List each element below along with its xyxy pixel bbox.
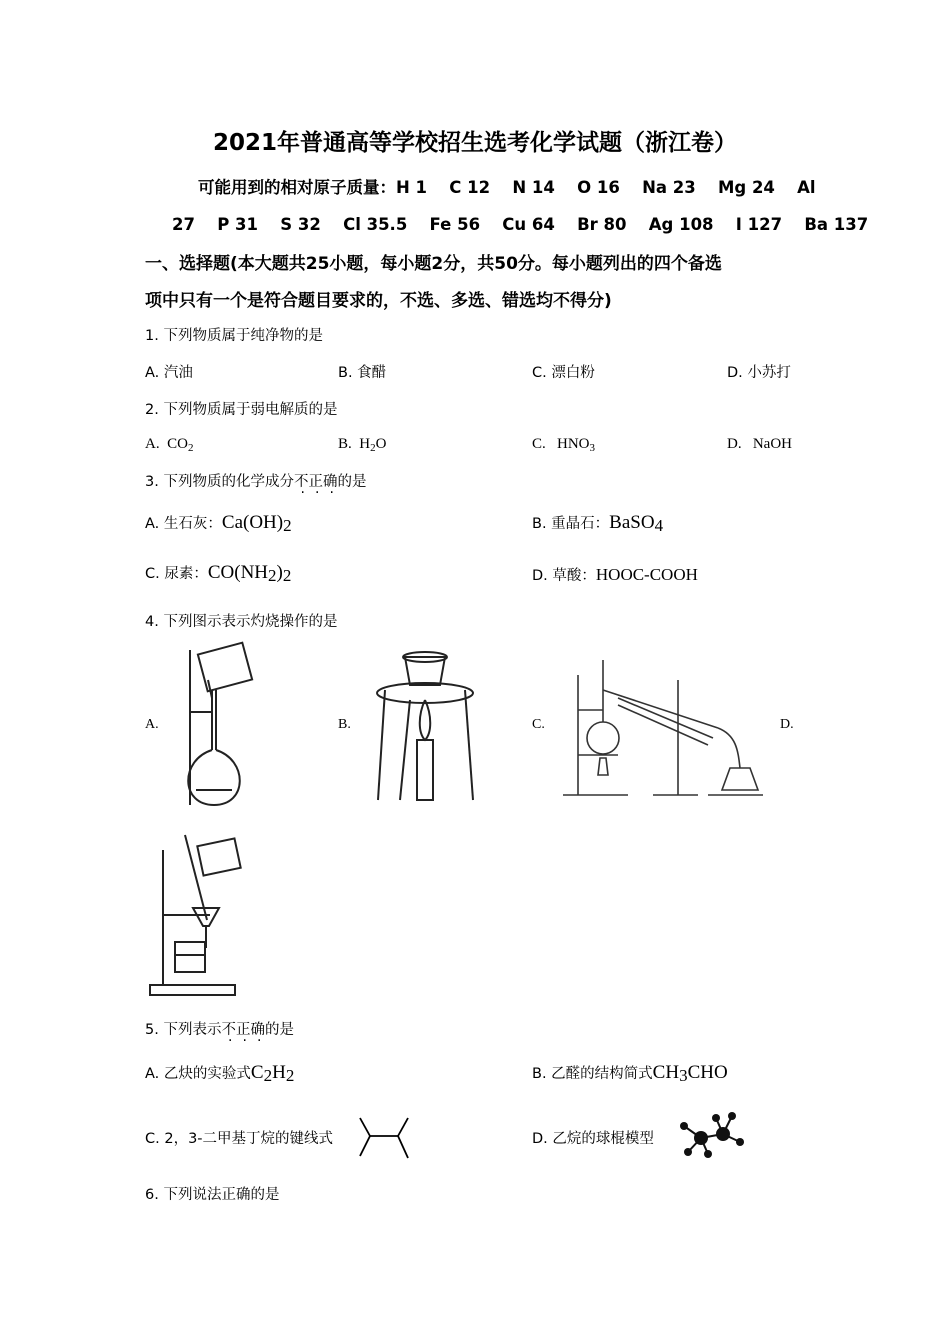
q5-option-d-label[interactable]: D. 乙烷的球棍模型: [532, 1131, 654, 1147]
q4-option-b-label[interactable]: B.: [338, 717, 351, 732]
q2-stem: 2. 下列物质属于弱电解质的是: [145, 402, 338, 418]
q3-option-b[interactable]: [532, 512, 663, 536]
q4-stem: 4. 下列图示表示灼烧操作的是: [145, 614, 338, 630]
q5-option-a-formula-h: H: [272, 1062, 286, 1083]
q3-option-d-label: D. 草酸：: [532, 568, 596, 584]
q1-option-c[interactable]: C. 漂白粉: [532, 365, 595, 381]
q4-option-c-apparatus-image[interactable]: [558, 650, 768, 800]
q3-option-a-subscript: 2: [283, 516, 292, 535]
q3-option-d-formula: HOOC-COOH: [595, 565, 698, 584]
q5-option-a-label: A. 乙炔的实验式: [145, 1066, 251, 1082]
q3-option-b-label: B. 重晶石：: [532, 516, 610, 532]
page-title: 2021年普通高等学校招生选考化学试题（浙江卷）: [212, 130, 737, 156]
q5-stem: [145, 1018, 294, 1039]
q3-stem: [145, 470, 366, 491]
atomic-masses-line2: 27 P 31 S 32 Cl 35.5 Fe 56 Cu 64 Br 80 Ag 108 I 127 Ba 137: [172, 215, 869, 234]
q3-option-b-formula: BaSO: [609, 512, 655, 533]
q1-option-a[interactable]: A. 汽油: [145, 365, 193, 381]
q4-option-a-label[interactable]: A.: [145, 717, 159, 732]
q2-option-a-label: A.: [145, 436, 160, 452]
q5-option-b-subscript: 3: [679, 1066, 688, 1085]
q2-option-c[interactable]: [532, 436, 595, 454]
q6-stem: 6. 下列说法正确的是: [145, 1187, 280, 1203]
section-heading-line2: 项中只有一个是符合题目要求的，不选、多选、错选均不得分): [145, 291, 612, 311]
q2-option-b[interactable]: [338, 436, 386, 454]
q4-option-c-label[interactable]: C.: [532, 717, 545, 732]
q2-option-b-subscript: 2: [370, 442, 376, 454]
q5-emphasis-char: 不: [221, 1022, 236, 1038]
q3-option-a[interactable]: [145, 512, 292, 536]
q2-option-a-subscript: 2: [187, 442, 194, 454]
q2-option-d[interactable]: [727, 436, 792, 453]
q2-option-d-formula: NaOH: [752, 436, 792, 452]
q3-option-c-subscript: 2: [268, 566, 277, 585]
q5-option-b[interactable]: [532, 1062, 728, 1086]
q5-option-a-subscript: 2: [263, 1066, 273, 1085]
q3-option-c-formula-group: (NH: [234, 562, 269, 583]
q3-option-c-subscript-outer: 2: [282, 566, 292, 585]
q5-stem-end: 的是: [264, 1022, 294, 1038]
q3-stem-text: 3. 下列物质的化学成分: [145, 474, 294, 490]
q5-option-a-formula-c: C: [250, 1062, 264, 1083]
q1-stem: 1. 下列物质属于纯净物的是: [145, 328, 323, 344]
q5-option-c-label[interactable]: C. 2，3-二甲基丁烷的键线式: [145, 1131, 334, 1147]
atomic-masses-line1: 可能用到的相对原子质量：H 1 C 12 N 14 O 16 Na 23 Mg 24 Al: [198, 178, 816, 197]
q2-option-b-label: B.: [338, 436, 352, 452]
q2-option-a-formula: CO: [167, 436, 188, 452]
q2-option-c-formula: HNO: [557, 436, 590, 452]
q3-stem-end: 的是: [337, 474, 367, 490]
q2-option-c-subscript: 3: [589, 442, 596, 454]
q3-option-b-subscript: 4: [654, 516, 664, 535]
q3-option-a-formula: Ca: [221, 512, 243, 533]
q5-option-d-ball-stick-model[interactable]: [676, 1110, 746, 1162]
q3-option-a-label: A. 生石灰：: [145, 516, 222, 532]
q4-option-d-apparatus-image[interactable]: [145, 830, 245, 1000]
q2-option-b-formula-h: H: [359, 436, 371, 452]
q2-option-c-label: C.: [532, 436, 546, 452]
q4-option-b-apparatus-image[interactable]: [370, 645, 480, 805]
q5-option-b-formula-cho: CHO: [687, 1062, 728, 1083]
q1-option-d[interactable]: D. 小苏打: [727, 365, 791, 381]
q5-option-b-label: B. 乙醛的结构简式: [532, 1066, 653, 1082]
q5-emphasis-char: 正: [235, 1022, 251, 1038]
q3-option-c[interactable]: [145, 562, 291, 586]
q3-option-d[interactable]: [532, 564, 698, 585]
q5-option-b-formula: CH: [652, 1062, 680, 1083]
q5-emphasis-char: 确: [250, 1022, 265, 1038]
q5-option-a-subscript: 2: [285, 1066, 295, 1085]
q4-option-d-label[interactable]: D.: [780, 717, 794, 732]
q2-option-b-formula-o: O: [375, 436, 387, 452]
q2-option-a[interactable]: [145, 436, 193, 454]
q1-option-b[interactable]: B. 食醋: [338, 365, 387, 381]
q3-option-c-label: C. 尿素：: [145, 566, 208, 582]
q5-option-a[interactable]: [145, 1062, 294, 1086]
section-heading-line1: 一、选择题(本大题共25小题，每小题2分，共50分。每小题列出的四个备选: [145, 254, 722, 274]
q3-option-a-formula-group: (OH): [243, 512, 284, 533]
q4-option-a-apparatus-image[interactable]: [160, 640, 270, 810]
q3-emphasis-char: 确: [322, 474, 338, 490]
q3-option-c-formula: CO: [207, 562, 235, 583]
q3-emphasis-char: 正: [308, 474, 323, 490]
q5-stem-text: 5. 下列表示: [145, 1022, 222, 1038]
q5-option-c-skeletal-formula[interactable]: [358, 1114, 412, 1162]
q3-option-c-formula-close: ): [276, 562, 283, 583]
q3-emphasis-char: 不: [293, 474, 309, 490]
q2-option-d-label: D.: [727, 436, 742, 452]
